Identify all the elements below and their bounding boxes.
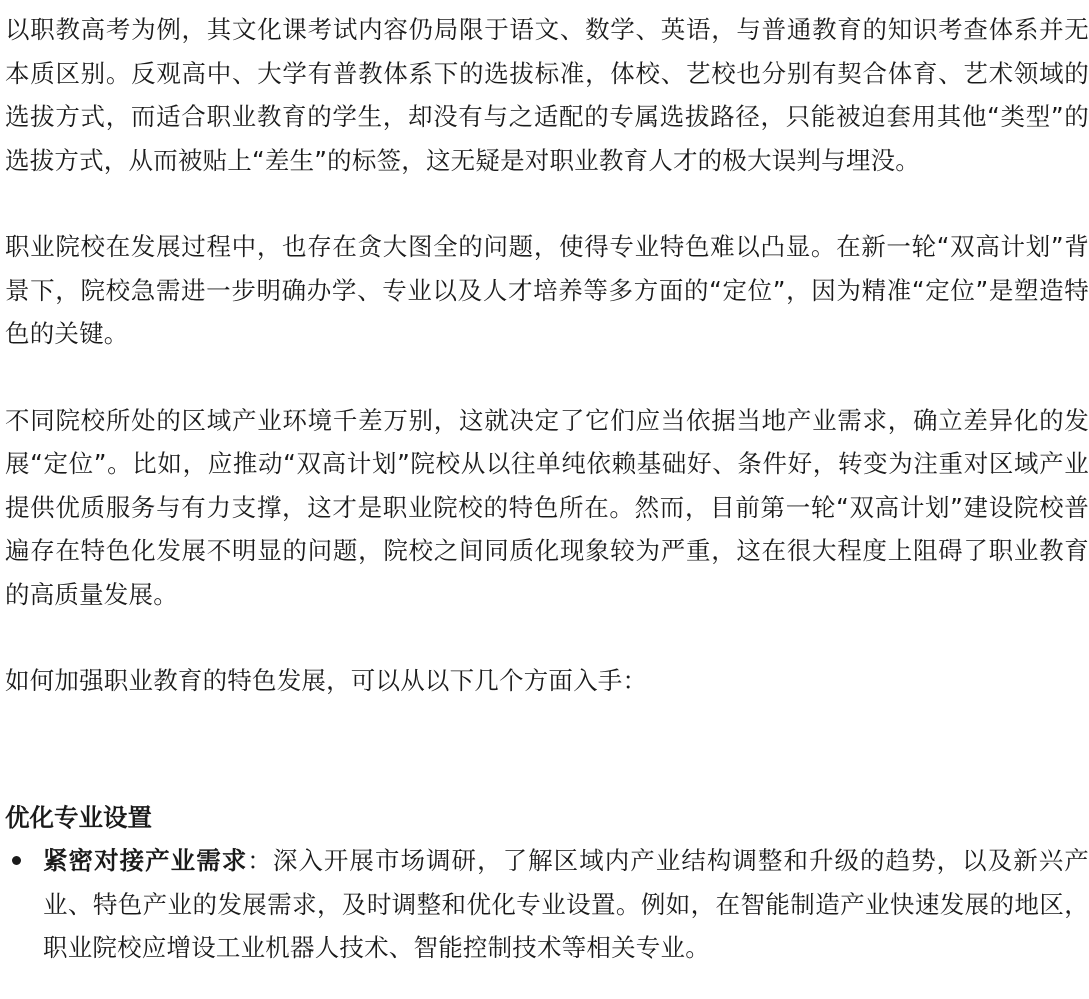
paragraph-3: 不同院校所处的区域产业环境千差万别，这就决定了它们应当依据当地产业需求，确立差异化的发展“定位”。比如，应推动“双高计划”院校从以往单纯依赖基础好、条件好，转变为注重对区域产业提供优质服务与有力支撑，这才是职业院校的特色所在。然而，目前第一轮“双高计划”建设院校普遍存在特色化发展不明显的问题，院校之间同质化现象较为严重，这在很大程度上阻碍了职业教育的高质量发展。 <box>5 405 1089 609</box>
list-item <box>5 839 1089 970</box>
bullet-text: 深入开展市场调研，了解区域内产业结构调整和升级的趋势，以及新兴产业、特色产业的发展需求，及时调整和优化专业设置。例如，在智能制造产业快速发展的地区，职业院校应增设工业机器人技术、智能控制技术等相关专业。 <box>43 846 1089 962</box>
paragraph-1: 以职教高考为例，其文化课考试内容仍局限于语文、数学、英语，与普通教育的知识考查体系并无本质区别。反观高中、大学有普教体系下的选拔标准，体校、艺校也分别有契合体育、艺术领域的选拔方式，而适合职业教育的学生，却没有与之适配的专属选拔路径，只能被迫套用其他“类型”的选拔方式，从而被贴上“差生”的标签，这无疑是对职业教育人才的极大误判与埋没。 <box>5 15 1089 175</box>
bullet-separator: ： <box>247 846 273 875</box>
section-heading: 优化专业设置 <box>5 802 152 832</box>
article-content <box>5 8 1089 970</box>
paragraph-2: 职业院校在发展过程中，也存在贪大图全的问题，使得专业特色难以凸显。在新一轮“双高计划”背景下，院校急需进一步明确办学、专业以及人才培养等多方面的“定位”，因为精准“定位”是塑造特色的关键。 <box>5 232 1089 348</box>
bullet-list <box>5 839 1089 970</box>
bullet-icon <box>12 856 21 865</box>
bullet-title: 紧密对接产业需求 <box>43 846 248 875</box>
paragraph-4: 如何加强职业教育的特色发展，可以从以下几个方面入手： <box>5 666 648 695</box>
